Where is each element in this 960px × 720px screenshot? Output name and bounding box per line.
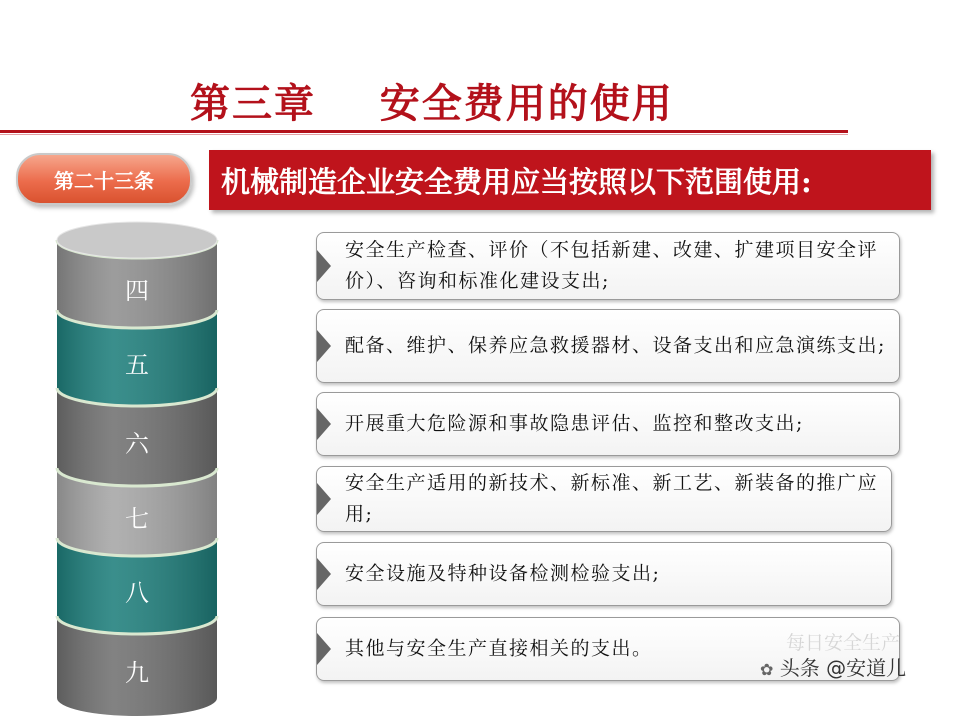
watermark-text: 头条 @安道儿 [779,656,907,680]
expense-item-text: 配备、维护、保养应急救援器材、设备支出和应急演练支出; [345,334,886,357]
expense-item-text: 其他与安全生产直接相关的支出。 [345,637,653,660]
watermark-faint: 每日安全生产 [786,632,901,654]
expense-item-text: 安全生产检查、评价（不包括新建、改建、扩建项目安全评价）、咨询和标准化建设支出; [345,239,879,292]
banner-text: 机械制造企业安全费用应当按照以下范围使用: [221,164,812,199]
expense-item-text: 开展重大危险源和事故隐患评估、监控和整改支出; [345,412,804,435]
expense-item-box [316,466,892,532]
cylinder-segment-label: 八 [125,579,149,607]
pointer-triangle-icon [317,633,331,665]
pointer-triangle-icon [317,250,331,282]
cylinder-segment-label: 五 [125,351,149,379]
cylinder-segment-label: 七 [125,505,149,533]
expense-item-box [316,232,900,300]
expense-item-box [316,392,900,456]
cylinder-top-cap [57,222,217,258]
pointer-triangle-icon [317,330,331,362]
expense-item-box [316,309,900,383]
expense-item-text: 安全生产适用的新技术、新标准、新工艺、新装备的推广应用; [345,472,879,525]
page-title: 第三章 安全费用的使用 [190,80,674,127]
watermark [760,652,906,681]
cylinder-segment-label: 九 [125,659,149,687]
pointer-triangle-icon [317,408,331,440]
pointer-triangle-icon [317,558,331,590]
cylinder-segment-label: 四 [125,277,149,305]
expense-item-box [316,542,892,606]
section-banner [209,150,931,210]
cylinder-segment-label: 六 [125,430,149,458]
expense-item-text: 安全设施及特种设备检测检验支出; [345,562,661,585]
article-number-pill [16,153,192,205]
title-divider [0,130,848,133]
title-divider-thin [0,134,848,135]
article-number-label: 第二十三条 [54,168,154,193]
pointer-triangle-icon [317,483,331,515]
watermark-icon: ✿ [760,660,774,679]
